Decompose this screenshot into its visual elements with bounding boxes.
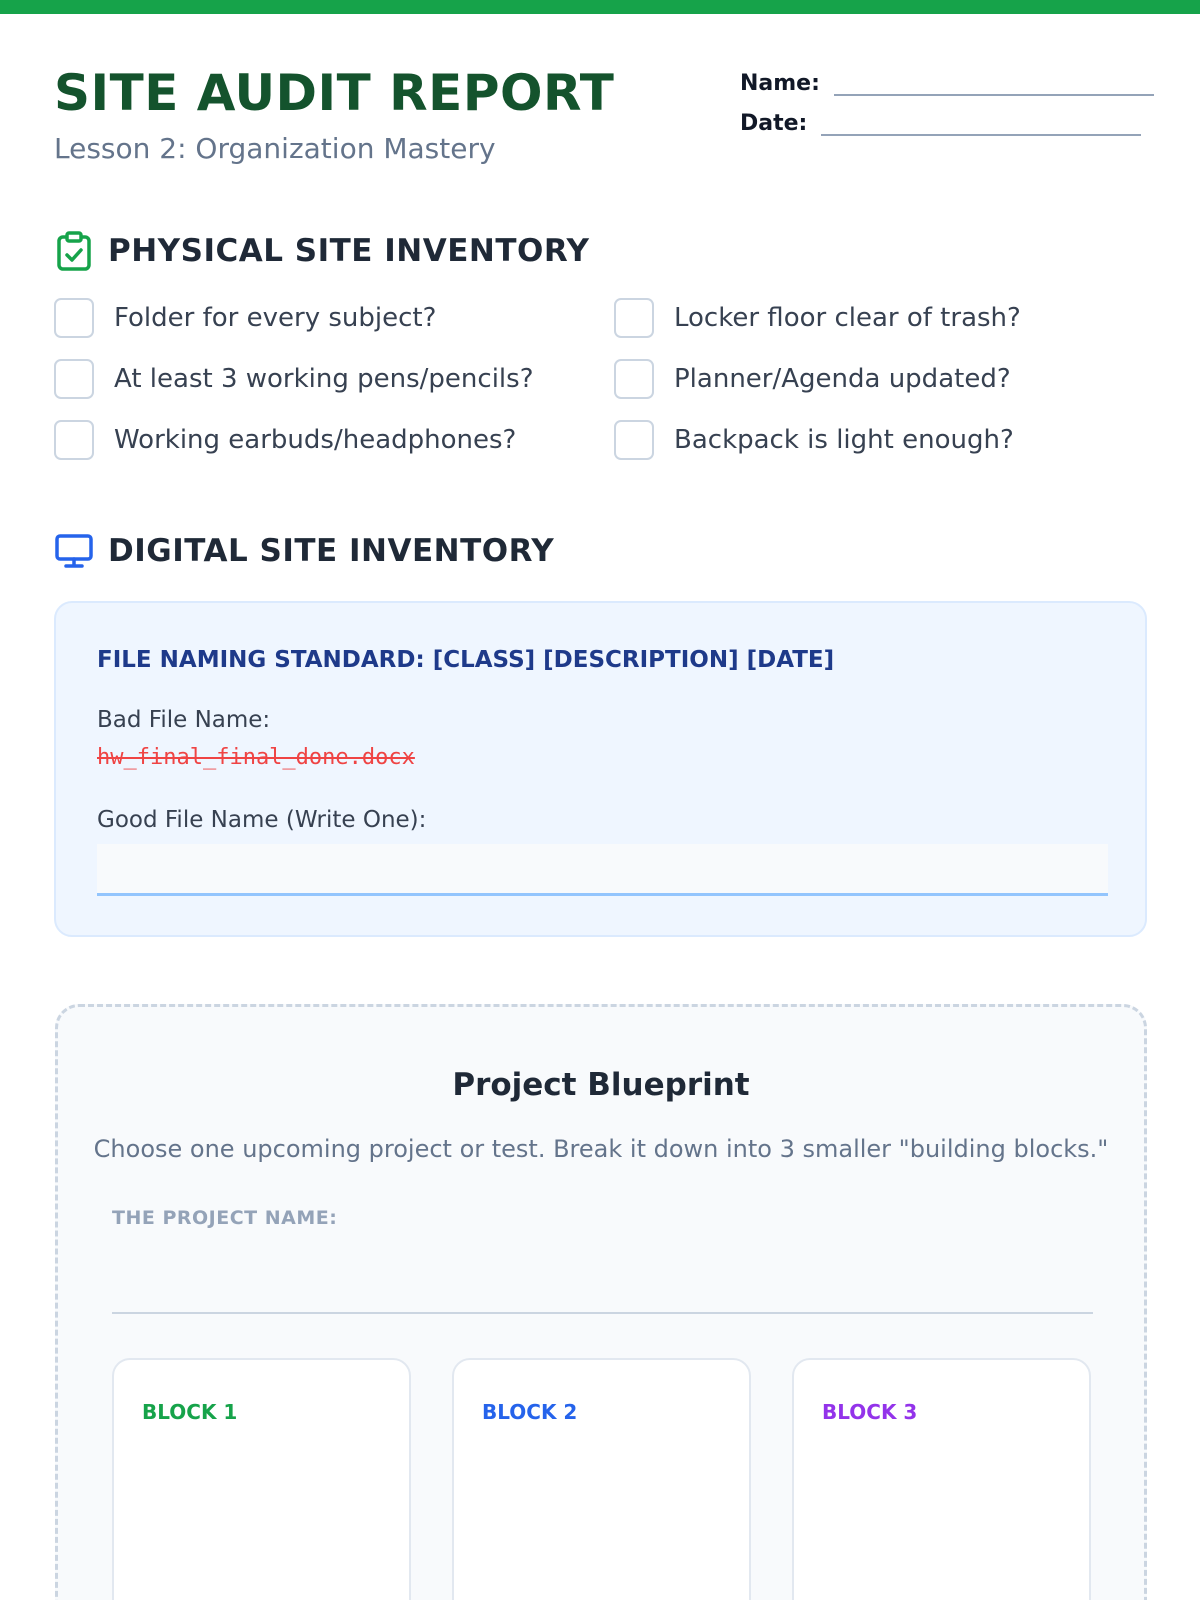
checkbox[interactable] <box>614 359 654 399</box>
checklist-item-label: Planner/Agenda updated? <box>674 364 1011 394</box>
physical-section-heading <box>54 231 589 271</box>
digital-section-heading <box>54 531 554 571</box>
checkbox[interactable] <box>54 298 94 338</box>
good-file-name-label: Good File Name (Write One): <box>97 807 427 833</box>
block-card-3[interactable] <box>792 1358 1091 1600</box>
block-label: BLOCK 3 <box>822 1400 918 1424</box>
date-row <box>740 110 1141 136</box>
project-blueprint-panel <box>55 1004 1147 1600</box>
page-subtitle: Lesson 2: Organization Mastery <box>54 132 496 165</box>
project-name-field[interactable] <box>112 1312 1093 1314</box>
checkbox[interactable] <box>54 359 94 399</box>
block-label: BLOCK 2 <box>482 1400 578 1424</box>
page-title: SITE AUDIT REPORT <box>54 64 615 122</box>
checklist-item[interactable] <box>614 298 1154 338</box>
checkbox[interactable] <box>614 298 654 338</box>
checklist-item[interactable] <box>54 420 614 460</box>
name-row <box>740 70 1154 96</box>
clipboard-check-icon <box>54 231 94 271</box>
checkbox[interactable] <box>614 420 654 460</box>
naming-standard-title: FILE NAMING STANDARD: [CLASS] [DESCRIPTION] [DATE] <box>97 647 835 673</box>
project-name-label: THE PROJECT NAME: <box>112 1207 338 1229</box>
block-card-2[interactable] <box>452 1358 751 1600</box>
block-card-1[interactable] <box>112 1358 411 1600</box>
bad-file-name-label: Bad File Name: <box>97 707 271 733</box>
block-label: BLOCK 1 <box>142 1400 238 1424</box>
physical-checklist <box>54 298 1154 460</box>
checklist-item-label: At least 3 working pens/pencils? <box>114 364 534 394</box>
file-naming-panel <box>54 601 1147 937</box>
good-file-name-input[interactable] <box>97 844 1108 896</box>
checklist-item[interactable] <box>54 298 614 338</box>
checklist-item-label: Locker floor clear of trash? <box>674 303 1021 333</box>
checkbox[interactable] <box>54 420 94 460</box>
monitor-icon <box>54 531 94 571</box>
name-label: Name: <box>740 71 820 96</box>
checklist-item[interactable] <box>54 359 614 399</box>
name-field[interactable] <box>834 70 1154 96</box>
checklist-item[interactable] <box>614 359 1154 399</box>
blueprint-description: Choose one upcoming project or test. Break it down into 3 smaller "building blocks." <box>93 1135 1109 1163</box>
blueprint-title: Project Blueprint <box>452 1067 750 1103</box>
checklist-item-label: Backpack is light enough? <box>674 425 1014 455</box>
date-label: Date: <box>740 111 808 136</box>
digital-heading-text: DIGITAL SITE INVENTORY <box>108 533 555 569</box>
checklist-item[interactable] <box>614 420 1154 460</box>
checklist-item-label: Working earbuds/headphones? <box>114 425 517 455</box>
checklist-item-label: Folder for every subject? <box>114 303 437 333</box>
date-field[interactable] <box>821 110 1141 136</box>
physical-heading-text: PHYSICAL SITE INVENTORY <box>108 233 590 269</box>
top-accent-bar <box>0 0 1200 14</box>
bad-file-name-value: hw_final_final_done.docx <box>97 745 415 770</box>
